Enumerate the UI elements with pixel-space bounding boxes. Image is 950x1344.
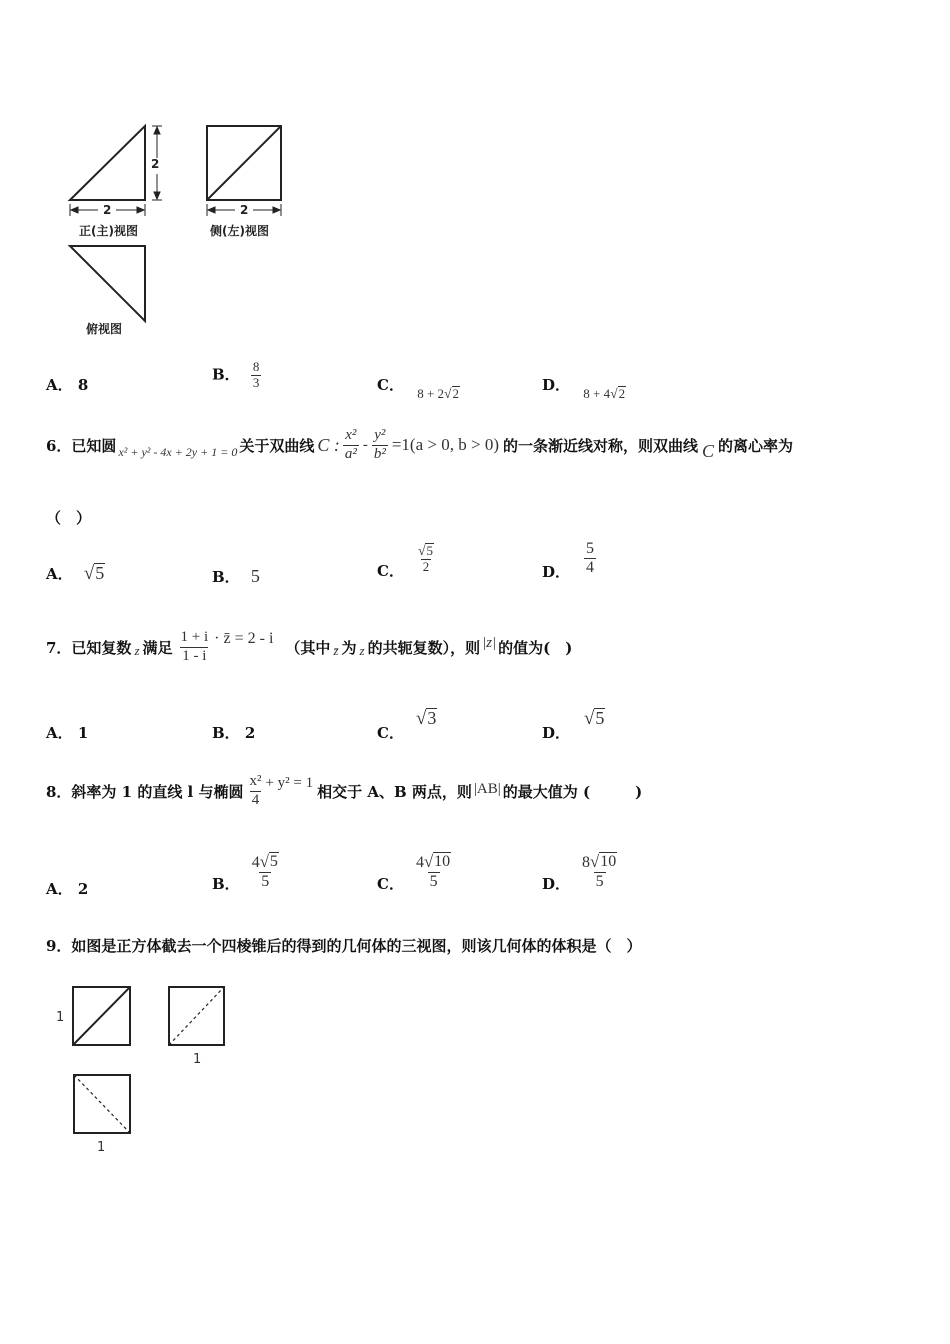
top-view-caption: 俯视图	[86, 322, 123, 336]
side-view-caption: 侧(左)视图	[210, 224, 269, 238]
q5-option-b[interactable]: B． $\frac{8}{3}$	[212, 359, 260, 390]
q8-option-d[interactable]: D． 8 √ 10 5	[542, 852, 617, 894]
q5-option-d[interactable]: D． 8 + 4 √ 2	[542, 376, 626, 401]
fraction: $\frac{8}{3}$	[252, 359, 260, 390]
q6-option-c[interactable]: C． √ 5 2	[377, 543, 433, 581]
q7-option-c[interactable]: C． √ 3	[377, 708, 437, 742]
q5-option-c[interactable]: C． 8 + 2 √ 2	[377, 376, 460, 401]
q8-option-b[interactable]: B． 4 √ 5 5	[212, 852, 278, 894]
q6-option-d[interactable]: D． $\frac{5}{4}$	[542, 540, 595, 582]
q6-answer-paren: （ ）	[46, 509, 92, 527]
question-9: 9．如图是正方体截去一个四棱锥后的得到的几何体的三视图，则该几何体的体积是（ ）	[46, 937, 642, 955]
q9-dim-side-bottom: 1	[193, 1052, 202, 1067]
dim-front-width: 2	[103, 203, 112, 217]
q9-top-view	[74, 1075, 130, 1133]
q6-option-b[interactable]: B． 5	[212, 566, 260, 586]
question-6: 6．已知圆 x² + y² - 4x + 2y + 1 = 0 关于双曲线 C : $\frac{\text{x²}}{\text{a²}}$ - $\frac{\text{y²}}{\text{b²}}$ =1(a > 0, b > 0) 的一条渐近线对称，则双曲线 C 的离心率为	[46, 427, 794, 462]
q7-option-a[interactable]: A． 1	[46, 724, 89, 742]
q8-option-c[interactable]: C． 4 √ 10 5	[377, 852, 451, 894]
dim-side-width: 2	[240, 203, 249, 217]
three-view-figure-q9	[68, 982, 238, 1142]
q8-option-a[interactable]: A． 2	[46, 880, 89, 898]
q5-option-a[interactable]: A． 8	[46, 376, 89, 394]
q9-side-view	[169, 987, 224, 1045]
q6-option-a[interactable]: A． √ 5	[46, 563, 105, 584]
front-view-caption: 正(主)视图	[79, 224, 138, 238]
q9-dim-top-bottom: 1	[97, 1140, 106, 1155]
dim-front-height: 2	[151, 157, 160, 171]
side-view	[207, 126, 281, 200]
q7-option-d[interactable]: D． √ 5	[542, 708, 605, 742]
front-view	[70, 126, 145, 200]
q7-option-b[interactable]: B． 2	[212, 724, 256, 742]
question-7: 7．已知复数 z 满足 $\frac{1 + i}{1 - i}$ · z̄ = 2 - i （其中 z̄ 为 z 的共轭复数），则 |z| 的值为( )	[46, 629, 573, 664]
question-8: 8．斜率为 1 的直线 l 与椭圆 $\frac{\text{x²}}{4}$ + y² = 1 相交于 A、B 两点，则 |AB| 的最大值为 ( )	[46, 773, 643, 808]
q9-front-view	[73, 987, 130, 1045]
q9-dim-left: 1	[56, 1010, 65, 1025]
top-view	[70, 246, 145, 321]
